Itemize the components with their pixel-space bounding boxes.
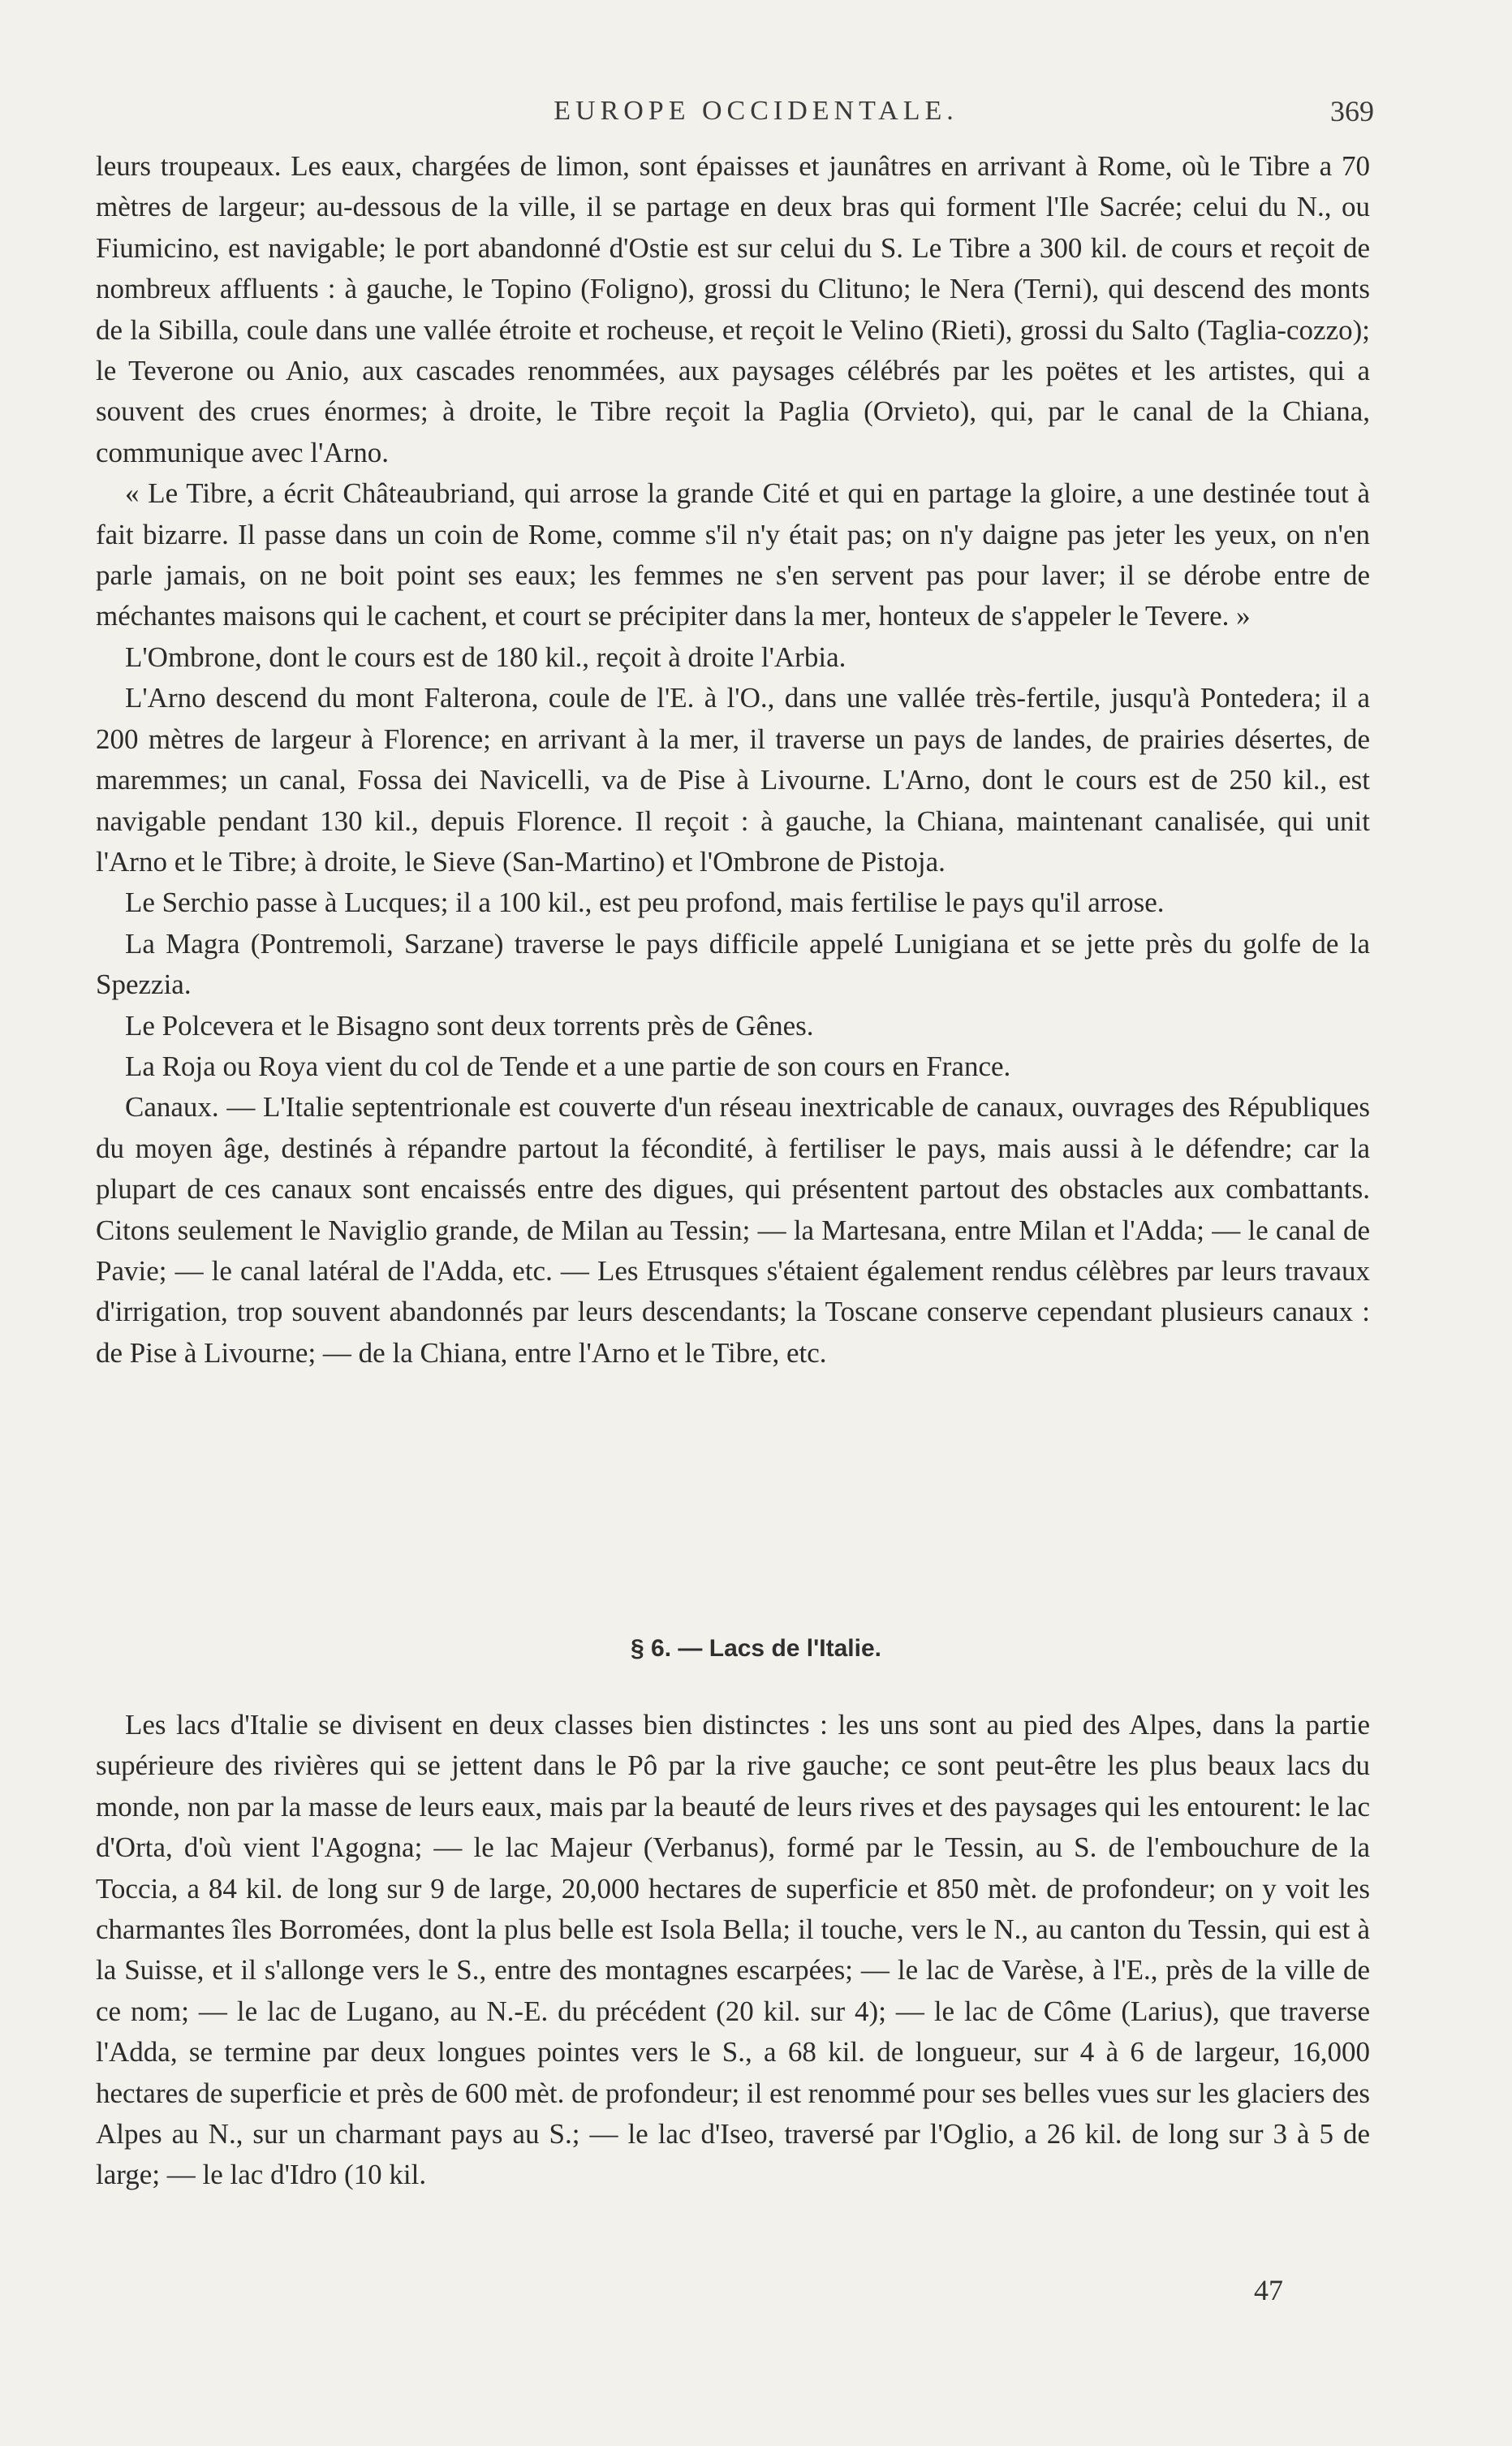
signature-number: 47 bbox=[1254, 2274, 1283, 2306]
paragraph-canaux: Canaux. — L'Italie septentrionale est couverte d'un réseau inextricable de canaux, ouvrages des Républiques du moyen âge, destinés à répandre partout la fécondité, à fertiliser le pays, mais aussi à le défendre; car la plupart de ces canaux sont encaissés entre des digues, qui présentent partout des obstacles aux combattants. Citons seulement le Naviglio grande, de Milan au Tessin; — la Martesana, entre Milan et l'Adda; — le canal de Pavie; — le canal latéral de l'Adda, etc. — Les Etrusques s'étaient également rendus célèbres par leurs travaux d'irrigation, trop souvent abandonnés par leurs descendants; la Toscane conserve cependant plusieurs canaux : de Pise à Livourne; — de la Chiana, entre l'Arno et le Tibre, etc. bbox=[96, 1091, 1370, 1369]
paragraph-chateaubriand-quote: « Le Tibre, a écrit Châteaubriand, qui arrose la grande Cité et qui en partage la gloire, a une destinée tout à fait bizarre. Il passe dans un coin de Rome, comme s'il n'y était pas; on n'y daigne pas jeter les yeux, on n'en parle jamais, on ne boit point ses eaux; les femmes ne s'en servent pas pour laver; il se dérobe entre de méchantes maisons qui le cachent, et court se précipiter dans la mer, honteux de s'appeler le Tevere. » bbox=[96, 477, 1370, 632]
paragraph-polcevera: Le Polcevera et le Bisagno sont deux torrents près de Gênes. bbox=[125, 1009, 814, 1042]
paragraph-roja: La Roja ou Roya vient du col de Tende et a une partie de son cours en France. bbox=[125, 1050, 1011, 1082]
lakes-text bbox=[96, 1705, 1370, 2196]
paragraph-magra: La Magra (Pontremoli, Sarzane) traverse le pays difficile appelé Lunigiana et se jette près du golfe de la Spezzia. bbox=[96, 927, 1370, 1001]
page-number: 369 bbox=[1330, 95, 1374, 127]
paragraph-arno: L'Arno descend du mont Falterona, coule de l'E. à l'O., dans une vallée très-fertile, jusqu'à Pontedera; il a 200 mètres de largeur à Florence; en arrivant à la mer, il traverse un pays de landes, de prairies désertes, de maremmes; un canal, Fossa dei Navicelli, va de Pise à Livourne. L'Arno, dont le cours est de 250 kil., est navigable pendant 130 kil., depuis Florence. Il reçoit : à gauche, la Chiana, maintenant canalisée, qui unit l'Arno et le Tibre; à droite, le Sieve (San-Martino) et l'Ombrone de Pistoja. bbox=[96, 682, 1370, 878]
paragraph-ombrone: L'Ombrone, dont le cours est de 180 kil., reçoit à droite l'Arbia. bbox=[125, 641, 846, 673]
paragraph-lacs: Les lacs d'Italie se divisent en deux classes bien distinctes : les uns sont au pied des Alpes, dans la partie supérieure des rivières qui se jettent dans le Pô par la rive gauche; ce sont peut-être les plus beaux lacs du monde, non par la masse de leurs eaux, mais par la beauté de leurs rives et des paysages qui les entourent: le lac d'Orta, d'où vient l'Agogna; — le lac Majeur (Verbanus), formé par le Tessin, au S. de l'embouchure de la Toccia, a 84 kil. de long sur 9 de large, 20,000 hectares de superficie et 850 mèt. de profondeur; on y voit les charmantes îles Borromées, dont la plus belle est Isola Bella; il touche, vers le N., au canton du Tessin, qui est à la Suisse, et il s'allonge vers le S., entre des montagnes escarpées; — le lac de Varèse, à l'E., près de la ville de ce nom; — le lac de Lugano, au N.-E. du précédent (20 kil. sur 4); — le lac de Côme (Larius), que traverse l'Adda, se termine par deux longues pointes vers le S., a 68 kil. de longueur, sur 4 à 6 de largeur, 16,000 hectares de superficie et près de 600 mèt. de profondeur; il est renommé pour ses belles vues sur les glaciers des Alpes au N., sur un charmant pays au S.; — le lac d'Iseo, traversé par l'Oglio, a 26 kil. de long sur 3 à 5 de large; — le lac d'Idro (10 kil. bbox=[96, 1709, 1370, 2191]
main-text bbox=[96, 146, 1370, 1374]
section-heading: § 6. — Lacs de l'Italie. bbox=[631, 1635, 881, 1662]
paragraph-tibre: leurs troupeaux. Les eaux, chargées de limon, sont épaisses et jaunâtres en arrivant à Rome, où le Tibre a 70 mètres de largeur; au-dessous de la ville, il se partage en deux bras qui forment l'Ile Sacrée; celui du N., ou Fiumicino, est navigable; le port abandonné d'Ostie est sur celui du S. Le Tibre a 300 kil. de cours et reçoit de nombreux affluents : à gauche, le Topino (Foligno), grossi du Clituno; le Nera (Terni), qui descend des monts de la Sibilla, coule dans une vallée étroite et rocheuse, et reçoit le Velino (Rieti), grossi du Salto (Taglia-cozzo); le Teverone ou Anio, aux cascades renommées, aux paysages célébrés par les poëtes et les artistes, qui a souvent des crues énormes; à droite, le Tibre reçoit la Paglia (Orvieto), qui, par le canal de la Chiana, communique avec l'Arno. bbox=[96, 150, 1370, 468]
paragraph-serchio: Le Serchio passe à Lucques; il a 100 kil., est peu profond, mais fertilise le pays qu'il arrose. bbox=[125, 887, 1165, 919]
running-title: EUROPE OCCIDENTALE. bbox=[554, 96, 958, 126]
